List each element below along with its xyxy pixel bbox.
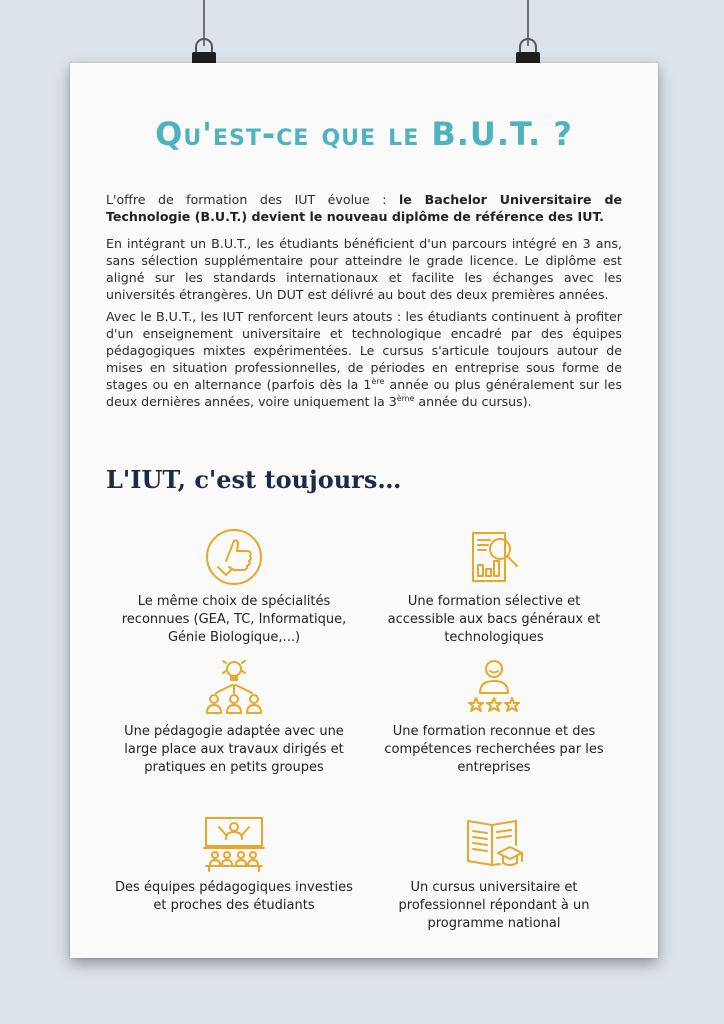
- thumbs-up-icon: [204, 527, 264, 587]
- intro-p3-part-a: Avec le B.U.T., les IUT renforcent leurs atouts : les étudiants continuent à profiter d'un enseignement universitaire et technologique encadré par des équipes pédagogiques mixtes expérimentées. Le cursus s'articule toujours autour de mises en situation professionnelles, de périodes en entreprise sous forme de stages ou en alternance (parfois dès la 1: [106, 309, 622, 392]
- intro-p1-plain: L'offre de formation des IUT évolue :: [106, 192, 399, 207]
- feature-caption: Une formation sélective et accessible aux bacs généraux et technologiques: [387, 594, 601, 645]
- feature-item: [374, 657, 614, 777]
- feature-item: [374, 527, 614, 647]
- feature-caption: Une pédagogie adaptée avec une large place aux travaux dirigés et pratiques en petits groupes: [124, 724, 344, 775]
- intro-paragraph-3: [106, 308, 622, 410]
- classroom-icon: [201, 815, 267, 873]
- feature-item: [114, 657, 354, 777]
- poster-sheet: [70, 63, 658, 958]
- feature-caption: Des équipes pédagogiques investies et proches des étudiants: [115, 880, 353, 913]
- feature-caption: Une formation reconnue et des compétences recherchées par les entreprises: [384, 724, 604, 775]
- intro-paragraph-2: En intégrant un B.U.T., les étudiants bénéficient d'un parcours intégré en 3 ans, sans sélection supplémentaire pour atteindre le grade licence. Le diplôme est aligné sur les standards internationaux et facilite les échanges avec les universités étrangères. Un DUT est délivré au bout des deux premières années.: [106, 236, 622, 302]
- book-graduation-cap-icon: [464, 815, 524, 873]
- intro-p1-bold: le Bachelor Universitaire de Technologie (B.U.T.) devient le nouveau diplôme de référence des IUT.: [106, 192, 622, 224]
- poster-title-text: Qu'est-ce que le B.U.T. ?: [155, 115, 573, 153]
- intro-p3-part-c: année du cursus).: [414, 394, 532, 409]
- intro-paragraph-1: [106, 191, 622, 225]
- section-subtitle: L'IUT, c'est toujours…: [106, 465, 402, 494]
- intro-p3-part-b: année ou plus généralement sur les deux dernières années, voire uniquement la 3: [106, 377, 622, 409]
- poster-title: [70, 115, 658, 153]
- person-rating-icon: [462, 657, 526, 717]
- feature-item: [114, 815, 354, 915]
- lightbulb-group-icon: [202, 657, 266, 717]
- report-magnifier-icon: [464, 527, 524, 587]
- feature-item: [114, 527, 354, 647]
- intro-p3-superscript-1: ère: [371, 376, 385, 386]
- feature-caption: Un cursus universitaire et professionnel répondant à un programme national: [398, 880, 590, 931]
- feature-item: [374, 815, 614, 933]
- intro-p3-superscript-2: ème: [396, 393, 415, 403]
- feature-caption: Le même choix de spécialités reconnues (GEA, TC, Informatique, Génie Biologique,...): [121, 594, 347, 645]
